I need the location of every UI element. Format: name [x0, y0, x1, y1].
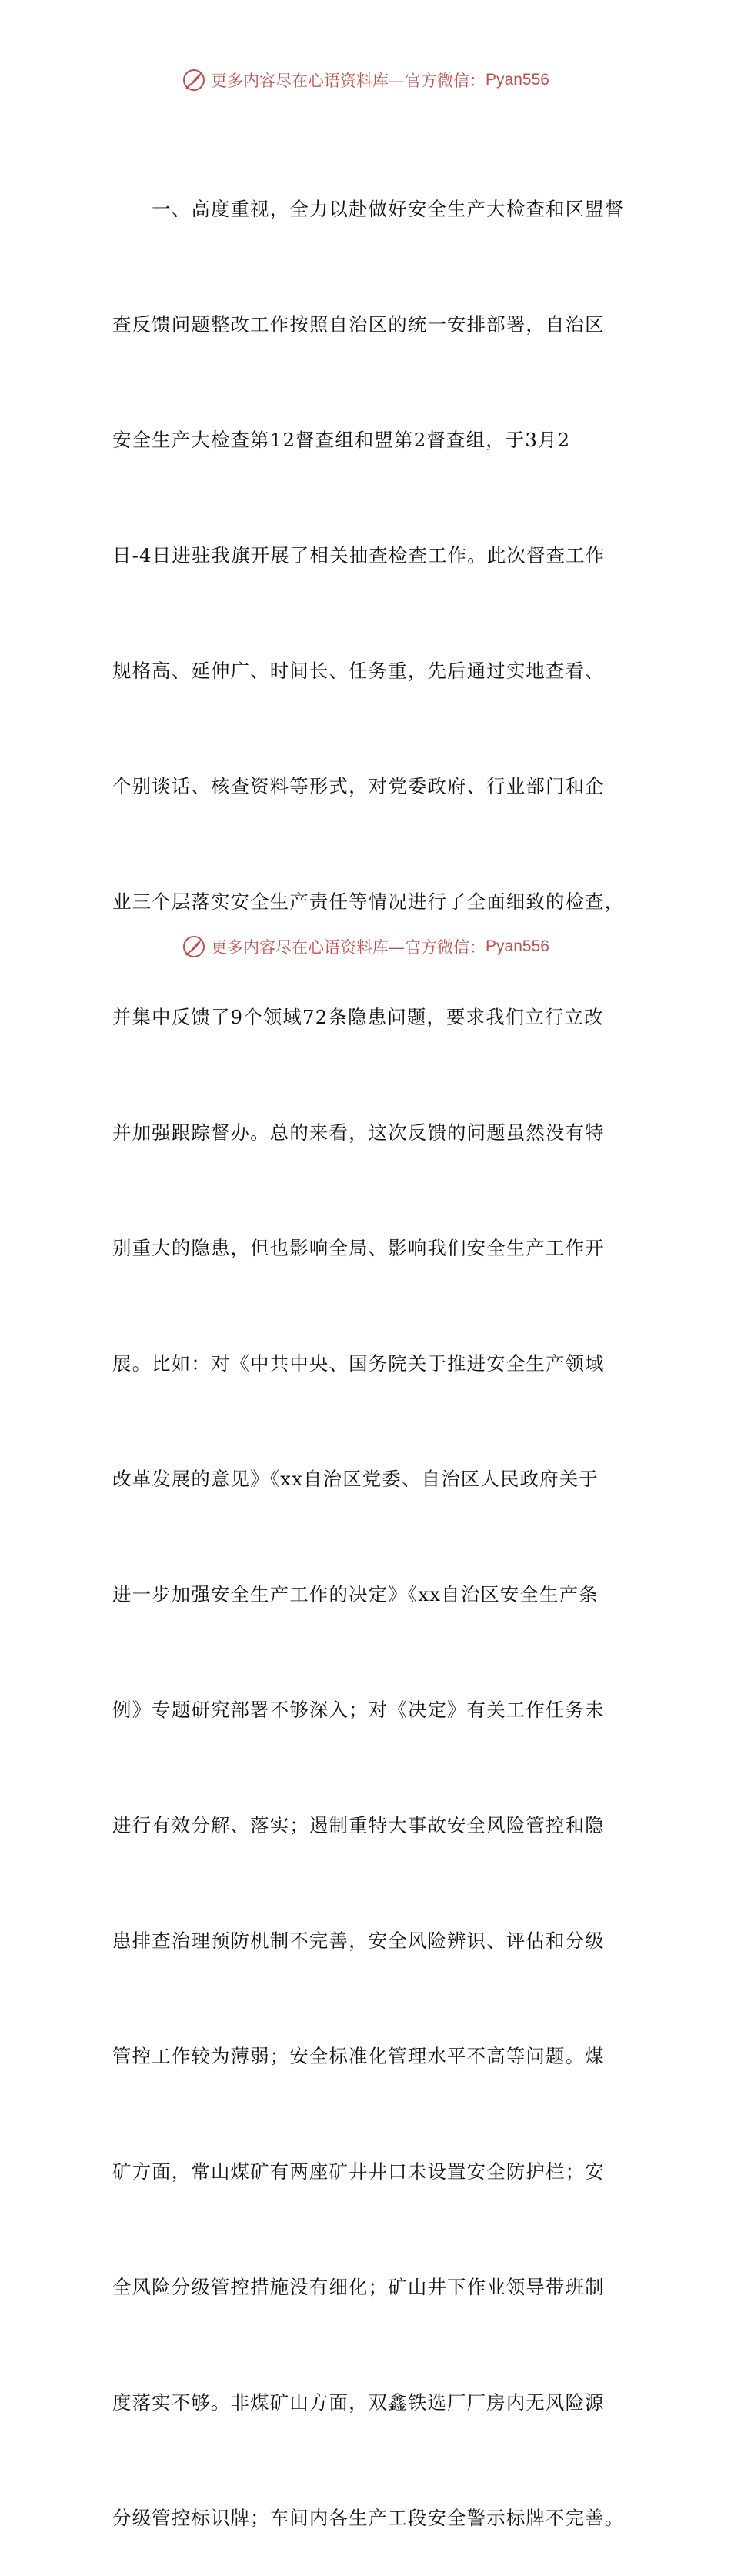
body-line: 查反馈问题整改工作按照自治区的统一安排部署，自治区 [112, 313, 605, 336]
body-line: 规格高、延伸广、时间长、任务重，先后通过实地查看、 [112, 660, 605, 682]
body-line: 管控工作较为薄弱；安全标准化管理水平不高等问题。煤 [112, 2045, 605, 2067]
body-line: 进行有效分解、落实；遏制重特大事故安全风险管控和隐 [112, 1814, 605, 1836]
body-line: 全风险分级管控措施没有细化；矿山井下作业领导带班制 [112, 2276, 605, 2298]
body-line: 并集中反馈了9个领域72条隐患问题，要求我们立行立改 [112, 1006, 604, 1028]
body-line: 矿方面，常山煤矿有两座矿井井口未设置安全防护栏；安 [112, 2160, 605, 2183]
header-watermark-banner [0, 65, 731, 95]
quill-pen-logo-icon [182, 934, 206, 959]
body-line: 度落实不够。非煤矿山方面，双鑫铁选厂厂房内无风险源 [112, 2391, 605, 2414]
wechat-id: Pyan556 [486, 71, 549, 89]
body-line: 患排查治理预防机制不完善，安全风险辨识、评估和分级 [112, 1929, 605, 1952]
body-line: 展。比如：对《中共中央、国务院关于推进安全生产领域 [112, 1352, 605, 1375]
body-line: 别重大的隐患，但也影响全局、影响我们安全生产工作开 [112, 1237, 605, 1259]
body-line: 进一步加强安全生产工作的决定》《xx自治区安全生产条 [112, 1583, 599, 1605]
body-line: 日-4日进驻我旗开展了相关抽查检查工作。此次督查工作 [112, 544, 606, 566]
body-line: 并加强跟踪督办。总的来看，这次反馈的问题虽然没有特 [112, 1121, 605, 1144]
banner-text: 更多内容尽在心语资料库—官方微信： [211, 938, 486, 957]
wechat-id: Pyan556 [486, 937, 549, 955]
footer-watermark-banner [0, 931, 731, 962]
banner-text: 更多内容尽在心语资料库—官方微信： [211, 72, 486, 90]
quill-pen-logo-icon [182, 68, 206, 92]
body-line: 分级管控标识牌；车间内各生产工段安全警示标牌不完善。 [112, 2507, 625, 2529]
body-line: 一、高度重视，全力以赴做好安全生产大检查和区盟督 [112, 198, 625, 220]
body-line: 个别谈话、核查资料等形式，对党委政府、行业部门和企 [112, 775, 605, 797]
body-line: 安全生产大检查第12督查组和盟第2督查组，于3月2 [112, 429, 571, 451]
body-line: 改革发展的意见》《xx自治区党委、自治区人民政府关于 [112, 1468, 599, 1490]
document-body [112, 113, 625, 2576]
body-line: 例》专题研究部署不够深入；对《决定》有关工作任务未 [112, 1699, 605, 1721]
body-line: 业三个层落实安全生产责任等情况进行了全面细致的检查， [112, 890, 625, 913]
